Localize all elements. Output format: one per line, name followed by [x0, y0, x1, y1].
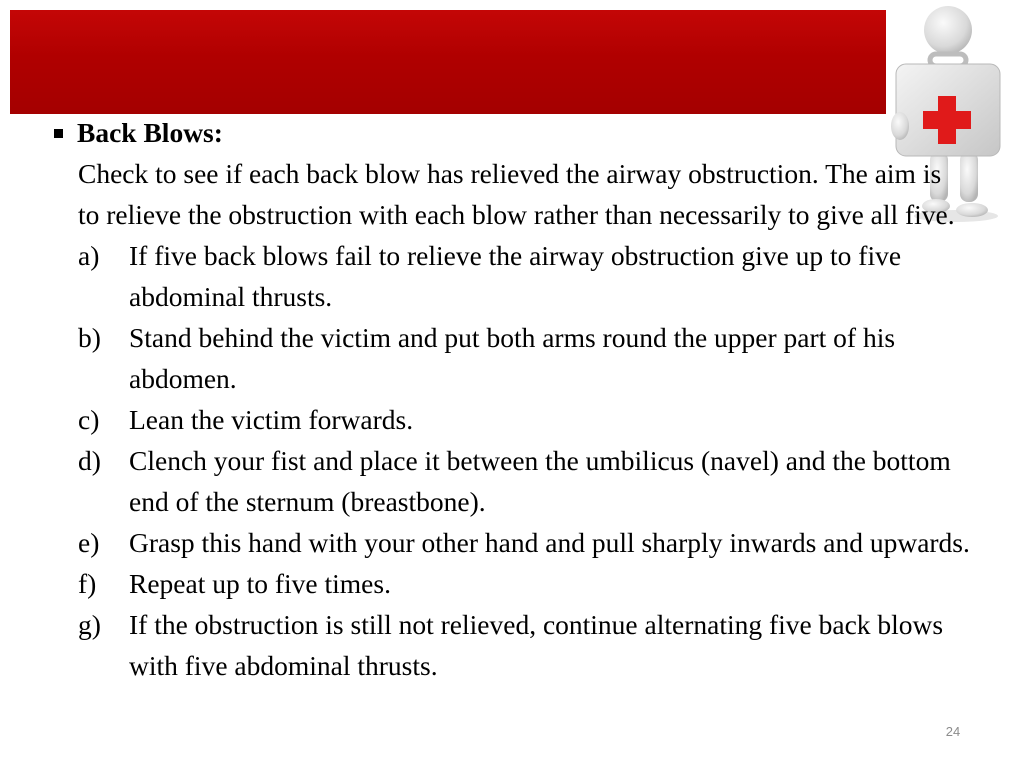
slide-content: [54, 112, 974, 686]
list-item: [78, 399, 974, 440]
list-item-text: Stand behind the victim and put both arms round the upper part of his abdomen.: [129, 322, 896, 394]
title-bar: [10, 10, 886, 114]
list-marker: c): [78, 404, 100, 435]
bullet-heading-line: [54, 112, 974, 153]
list-item: [78, 522, 974, 563]
slide-number: 24: [945, 724, 961, 739]
list-item-text: Clench your fist and place it between the umbilicus (navel) and the bottom end of the sternum (breastbone).: [129, 445, 951, 517]
list-marker: d): [78, 445, 101, 476]
list-marker: f): [78, 568, 97, 599]
list-item: [78, 563, 974, 604]
square-bullet-icon: [54, 129, 63, 138]
list-item-text: Repeat up to five times.: [129, 568, 391, 599]
list-marker: g): [78, 609, 101, 640]
list-item: [78, 235, 974, 317]
list-marker: a): [78, 240, 100, 271]
list-item-text: Grasp this hand with your other hand and pull sharply inwards and upwards.: [129, 527, 970, 558]
list-item: [78, 604, 974, 686]
list-marker: e): [78, 527, 100, 558]
steps-list: [78, 235, 974, 686]
list-item-text: If five back blows fail to relieve the airway obstruction give up to five abdominal thrusts.: [129, 240, 902, 312]
section-heading: Back Blows:: [77, 117, 223, 148]
list-item-text: Lean the victim forwards.: [129, 404, 414, 435]
intro-paragraph: Check to see if each back blow has relieved the airway obstruction. The aim is to relieve the obstruction with each blow rather than necessarily to give all five.: [78, 158, 955, 230]
list-marker: b): [78, 322, 101, 353]
list-item-text: If the obstruction is still not relieved, continue alternating five back blows with five abdominal thrusts.: [129, 609, 944, 681]
list-item: [78, 317, 974, 399]
list-item: [78, 440, 974, 522]
